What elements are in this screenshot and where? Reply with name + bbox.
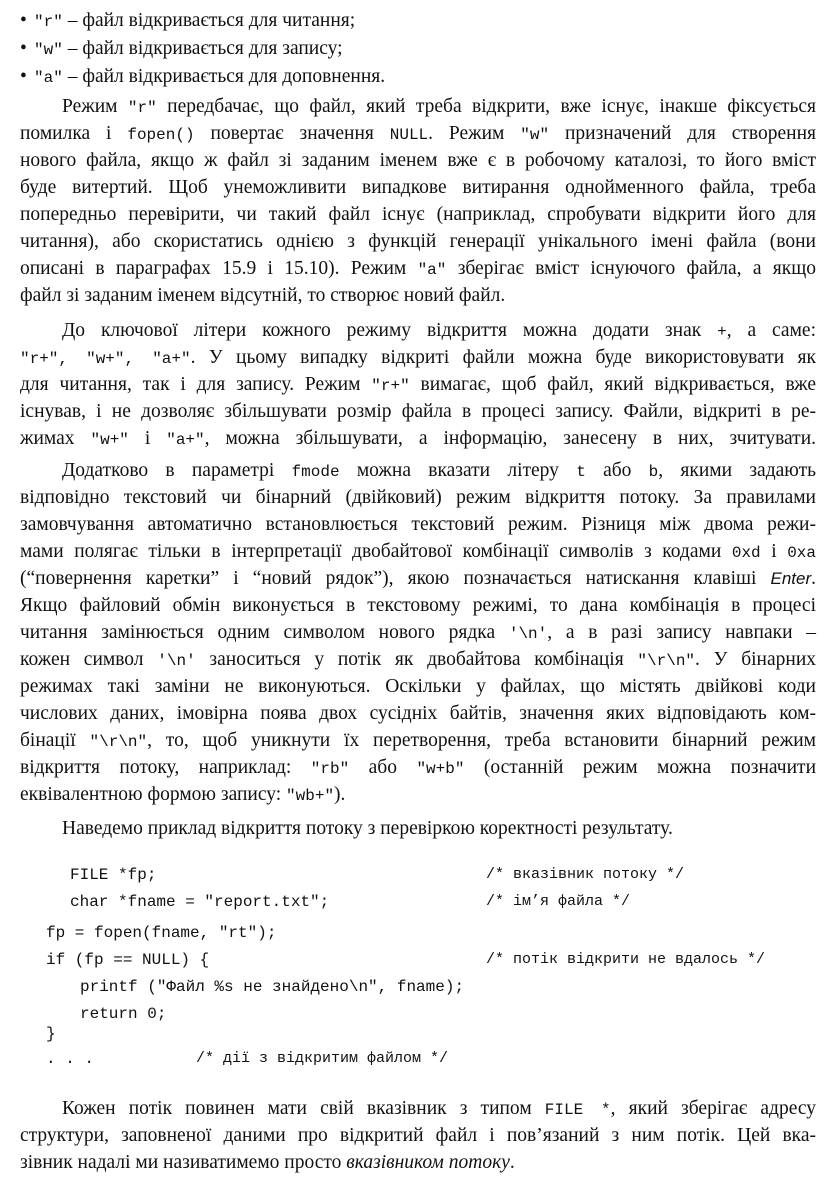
mode-code: "r" <box>34 13 63 31</box>
paragraph-3-line-4: мами полягає тільки в інтерпретації двобайтової комбінації символів з кодами 0xd і 0xa <box>20 541 816 562</box>
bullet-text: – файл відкривається для доповнення. <box>62 66 386 87</box>
bullet-item-write <box>20 36 816 62</box>
paragraph-3-line-7: читання замінюється одним символом нового рядка '\n', а в разі запису навпаки – <box>20 622 816 643</box>
paragraph-3-line-5: (“повернення каретки” і “новий рядок”), якою позначається натискання клавіші Enter. <box>20 568 816 589</box>
paragraph-3-line-3: замовчування автоматично встановлюється текстовий режим. Різниця між двома режи- <box>20 514 816 535</box>
code-comment-4: /* потік відкрити не вдалось */ <box>486 951 766 968</box>
code-comment-8: /* дії з відкритим файлом */ <box>196 1050 449 1067</box>
paragraph-3-line-8: кожен символ '\n' заноситься у потік як двобайтова комбінація "\r\n". У бінарних <box>20 649 816 670</box>
mode-code: "w" <box>34 41 63 59</box>
code-line-6: return 0; <box>80 1005 167 1023</box>
bullet-item-read <box>20 8 816 34</box>
paragraph-2-line-1: До ключової літери кожного режиму відкриття можна додати знак +, а саме: <box>62 320 816 341</box>
paragraph-1-line-6: читання), або скористатись однією з функцій генерації унікального імені файла (вони <box>20 231 816 252</box>
mode-code: "a" <box>34 69 63 87</box>
paragraph-3-line-9: режимах такі заміни не виконуються. Оскільки у файлах, що містять двійкові коди <box>20 676 816 697</box>
bullet-item-append <box>20 64 816 90</box>
paragraph-3-line-6: Якщо файловий обмін виконується в текстовому режимі, то дана комбінація в процесі <box>20 595 816 616</box>
code-comment-1: /* вказівник потоку */ <box>486 866 685 883</box>
paragraph-2-line-2: "r+", "w+", "a+". У цьому випадку відкриті файли можна буде використовувати як <box>20 347 816 368</box>
bullet-icon: • <box>20 10 27 31</box>
paragraph-4-line-1: Кожен потік повинен мати свій вказівник з типом FILE *, який зберігає адресу <box>62 1098 816 1119</box>
bullet-text: – файл відкривається для запису; <box>62 38 343 59</box>
code-line-5: printf ("Файл %s не знайдено\n", fname); <box>80 978 465 996</box>
paragraph-1-line-8: файл зі заданим іменем відсутній, то створює новий файл. <box>20 285 506 306</box>
code-line-8: . . . <box>46 1050 95 1068</box>
code-line-1: FILE *fp; <box>70 866 157 884</box>
bullet-text: – файл відкривається для читання; <box>62 10 356 31</box>
bullet-icon: • <box>20 66 27 87</box>
paragraph-3-line-13: еквівалентною формою запису: "wb+"). <box>20 784 346 805</box>
code-line-3: fp = fopen(fname, "rt"); <box>46 924 277 942</box>
paragraph-3-line-12: відкриття потоку, наприклад: "rb" або "w+b" (останній режим можна позначити <box>20 757 817 778</box>
paragraph-3-line-2: відповідно текстовий чи бінарний (двійковий) режим відкриття потоку. За правилами <box>20 487 816 508</box>
code-line-4: if (fp == NULL) { <box>46 951 210 969</box>
code-line-2: char *fname = "report.txt"; <box>70 893 330 911</box>
paragraph-3-line-10: числових даних, імовірна поява двох сусідніх байтів, значення яких відповідають ком- <box>20 703 816 724</box>
paragraph-1-line-7: описані в параграфах 15.9 і 15.10). Режим "a" зберігає вміст існуючого файла, а якщо <box>20 258 816 279</box>
code-intro: Наведемо приклад відкриття потоку з перевіркою коректності результату. <box>62 818 673 839</box>
bullet-icon: • <box>20 38 27 59</box>
code-line-7: } <box>46 1025 56 1043</box>
paragraph-1-line-2: помилка і fopen() повертає значення NULL. Режим "w" призначений для створення <box>20 123 817 144</box>
paragraph-2-line-4: існував, і не дозволяє збільшувати розмір файла в процесі запису. Файли, відкриті в ре- <box>20 401 816 422</box>
paragraph-4-line-3: зівник надалі ми називатимемо просто вказівником потоку. <box>20 1152 515 1173</box>
paragraph-1-line-1: Режим "r" передбачає, що файл, який треба відкрити, вже існує, інакше фіксується <box>62 96 816 117</box>
paragraph-4-line-2: структури, заповненої даними про відкритий файл і пов’язаний з ним потік. Цей вка- <box>20 1125 816 1146</box>
code-comment-2: /* ім’я файла */ <box>486 893 631 910</box>
paragraph-1-line-3: нового файла, якщо ж файл зі заданим іменем вже є в робочому каталозі, то його вміст <box>20 150 816 171</box>
paragraph-1-line-4: буде витертий. Щоб унеможливити випадкове витирання однойменного файла, треба <box>20 177 816 198</box>
paragraph-2-line-3: для читання, так і для запису. Режим "r+" вимагає, щоб файл, який відкривається, вже <box>20 374 816 395</box>
paragraph-2-line-5: жимах "w+" і "a+", можна збільшувати, а інформацію, занесену в них, зчитувати. <box>20 428 817 449</box>
paragraph-3-line-1: Додатково в параметрі fmode можна вказати літеру t або b, якими задають <box>62 460 816 481</box>
paragraph-1-line-5: попередньо перевірити, чи такий файл існує (наприклад, спробувати відкрити його для <box>20 204 816 225</box>
paragraph-3-line-11: бінації "\r\n", то, щоб уникнути їх перетворення, треба встановити бінарний режим <box>20 730 817 751</box>
